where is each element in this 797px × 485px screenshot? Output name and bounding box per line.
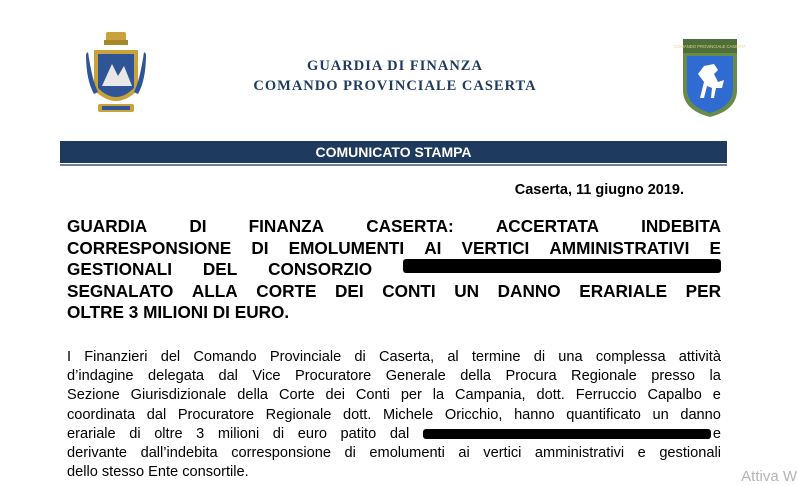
headline-word: ACCERTATA: [495, 216, 599, 236]
body-word: Vice: [252, 368, 281, 385]
body-line-3: [67, 386, 721, 405]
body-word: derivante: [67, 445, 128, 462]
body-word: Ferruccio: [575, 387, 637, 404]
body-word: emolumenti: [369, 445, 445, 462]
body-word: di: [344, 445, 356, 462]
body-word: del: [160, 349, 181, 365]
body-word: Regionale: [571, 368, 637, 385]
body-word: termine: [471, 349, 521, 365]
headline-word: CONSORZIO: [268, 259, 373, 279]
body-line-5: [67, 425, 721, 444]
body-word: per: [400, 387, 422, 404]
body-word: dott.: [343, 406, 372, 423]
headline-word: FINANZA: [248, 216, 325, 236]
body-word: di: [129, 425, 141, 442]
body-word: una: [558, 349, 583, 365]
body-word: Regionale: [265, 406, 332, 423]
headline-word: CORRESPONSIONE: [67, 237, 232, 258]
guardia-di-finanza-emblem: [84, 30, 148, 122]
body-word: dall’indebita: [140, 445, 218, 462]
headline-word: CORTE: [256, 280, 317, 301]
body-word: oltre: [154, 425, 183, 442]
body-word: Generale: [385, 368, 446, 385]
body-word: Procura: [505, 368, 557, 385]
body-word: Procuratore: [294, 368, 372, 385]
headline-word: ALLA: [191, 280, 238, 301]
headline-word: SEGNALATO: [67, 280, 174, 301]
body-word: dott.: [536, 387, 565, 404]
body-word: hanno: [514, 406, 555, 423]
headline-word: PER: [685, 280, 721, 301]
headline-word: CONTI: [382, 280, 436, 301]
body-line-4: [67, 406, 721, 425]
headline-word: VERTICI: [461, 237, 530, 258]
body-word: dal: [146, 406, 167, 423]
provincial-horse-crest: [674, 38, 746, 118]
headline-word: DANNO: [497, 280, 561, 301]
body-word: d’indagine: [67, 368, 134, 385]
body-word: dal: [389, 425, 410, 442]
body-word: ai: [458, 445, 470, 462]
body-word: amministrativi: [534, 445, 625, 462]
body-word: Conti: [355, 387, 390, 404]
redaction-mark: [403, 259, 721, 273]
body-word: della: [237, 387, 269, 404]
body-word: Procuratore: [177, 406, 255, 423]
body-line-1: [67, 348, 721, 367]
dateline: Caserta, 11 giugno 2019.: [514, 182, 684, 198]
headline-word: GESTIONALI: [67, 259, 173, 279]
body-word: un: [652, 406, 669, 423]
headline-word: GUARDIA: [67, 216, 148, 236]
press-release-banner: COMUNICATO STAMPA: [60, 141, 727, 163]
header-line-1: GUARDIA DI FINANZA: [307, 58, 483, 74]
headline-word: ERARIALE: [579, 280, 668, 301]
body-line-7: [67, 463, 721, 482]
body-line-6: [67, 444, 721, 463]
body-word: e: [637, 445, 646, 462]
body-word: Capalbo: [647, 387, 702, 404]
body-word: dei: [325, 387, 345, 404]
body-word: I: [67, 349, 72, 365]
body-word: 3: [196, 425, 205, 442]
body-word: Giurisdizionale: [130, 387, 227, 404]
header-title: [200, 56, 590, 96]
body-word: al: [447, 349, 459, 365]
body-word: euro: [297, 425, 327, 442]
headline-word: UN: [454, 280, 480, 301]
headline-word: AMMINISTRATIVI: [549, 237, 690, 258]
body-word: di: [272, 425, 285, 442]
body-word: di: [533, 349, 546, 365]
body-word: Michele: [383, 406, 434, 423]
redaction-mark: [423, 429, 711, 439]
headline-word: OLTRE 3 MILIONI DI EURO.: [67, 302, 290, 322]
headline-line-2: [67, 238, 721, 260]
body-word: Campania,: [455, 387, 526, 404]
body-word: Finanzieri: [84, 349, 148, 365]
headline-word: DEI: [335, 280, 364, 301]
body-word: vertici: [483, 445, 522, 462]
headline-line-3: [67, 259, 721, 281]
body-word: dal: [218, 368, 238, 385]
body-word: erariale: [67, 425, 116, 442]
headline-line-5: [67, 302, 721, 324]
headline-line-1: [67, 216, 721, 238]
body-word: Caserta,: [378, 349, 435, 365]
body-word: delegata: [148, 368, 204, 385]
body-word: Oricchio,: [444, 406, 503, 423]
body-word: complessa: [595, 349, 666, 365]
body-word: gestionali: [659, 445, 721, 462]
body-word: quantificato: [566, 406, 641, 423]
headline-word: DI: [189, 216, 207, 236]
body-word: la: [709, 368, 721, 385]
body-word: di: [354, 349, 366, 365]
body-word: coordinata: [67, 406, 136, 423]
headline-word: CASERTA:: [366, 216, 454, 236]
headline-word: EMOLUMENTI: [288, 237, 405, 258]
header-line-2: COMANDO PROVINCIALE CASERTA: [253, 78, 537, 94]
headline-word: AI: [424, 237, 442, 258]
headline-line-4: [67, 281, 721, 303]
body-word: corresponsione: [231, 445, 331, 462]
activation-watermark: Attiva W: [741, 468, 797, 485]
body-paragraph: [67, 348, 721, 482]
body-word: della: [460, 368, 492, 385]
headline-word: DI: [251, 237, 269, 258]
headline: [67, 216, 721, 324]
redaction-group: [423, 425, 721, 444]
body-word: Sezione: [67, 387, 120, 404]
body-word: e: [712, 387, 721, 404]
body-word: attività: [678, 349, 721, 365]
crest-label: COMANDO PROVINCIALE CASERTA: [674, 44, 746, 49]
headline-word: DEL: [202, 259, 238, 279]
body-line-2: [67, 367, 721, 386]
body-word: la: [432, 387, 445, 404]
body-word: Corte: [278, 387, 315, 404]
headline-word: INDEBITA: [641, 216, 721, 236]
body-word: milioni: [217, 425, 260, 442]
body-word: danno: [680, 406, 721, 423]
body-word: dello stesso Ente consortile.: [67, 464, 249, 481]
body-word: patito: [340, 425, 377, 442]
body-word: Provinciale: [269, 349, 342, 365]
body-word: presso: [651, 368, 696, 385]
body-word: Comando: [193, 349, 257, 365]
body-word: e: [712, 425, 721, 442]
headline-word: E: [709, 237, 721, 258]
